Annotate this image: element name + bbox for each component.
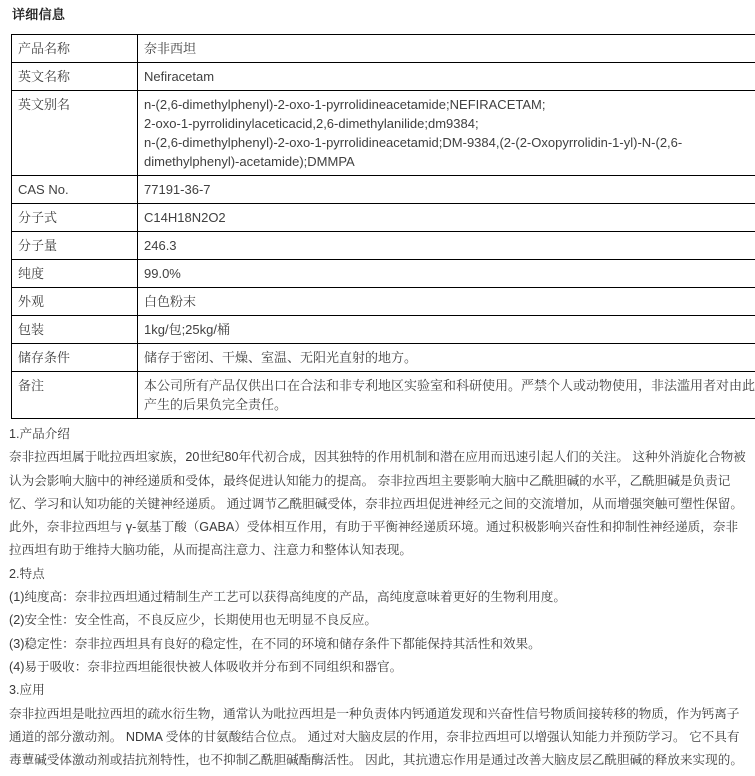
row-value-english-alias (138, 91, 755, 176)
section-3-body: 奈非拉西坦是吡拉西坦的疏水衍生物，通常认为吡拉西坦是一种负责体内钙通道发现和兴奋性信号物质间接转移的物质，作为钙离子通道的部分激动剂。 NDMA 受体的甘氨酸结合位点。 通过对大脑皮层的作用，奈非拉西坦可以增强认知能力并预防学习。 它不具有毒蕈碱受体激动剂或拮抗剂特性，也不抑制乙酰胆碱酯酶活性。 因此，其抗遗忘作用是通过改善大脑皮层乙酰胆碱的释放来实现的。 (9, 703, 749, 773)
row-label-packaging: 包装 (12, 316, 138, 344)
feature-item-2: (2)安全性：安全性高，不良反应少，长期使用也无明显不良反应。 (9, 609, 749, 632)
row-value-product-name: 奈非西坦 (138, 35, 755, 63)
table-body (12, 35, 755, 419)
alias-line: n-(2,6-dimethylphenyl)-2-oxo-1-pyrrolidineacetamide;NEFIRACETAM; (144, 95, 755, 114)
table-row (12, 91, 755, 176)
row-label-storage: 储存条件 (12, 344, 138, 372)
table-row (12, 176, 755, 204)
alias-line: 2-oxo-1-pyrrolidinylaceticacid,2,6-dimethylanilide;dm9384; (144, 114, 755, 133)
row-label-molecular-weight: 分子量 (12, 232, 138, 260)
feature-item-4: (4)易于吸收：奈非拉西坦能很快被人体吸收并分布到不同组织和器官。 (9, 656, 749, 679)
table-row (12, 232, 755, 260)
table-row (12, 35, 755, 63)
row-label-appearance: 外观 (12, 288, 138, 316)
product-detail-page (0, 5, 755, 776)
row-value-appearance: 白色粉末 (138, 288, 755, 316)
row-value-remark: 本公司所有产品仅供出口在合法和非专利地区实验室和科研使用。严禁个人或动物使用，非法滥用者对由此产生的后果负完全责任。 (138, 372, 755, 419)
row-label-purity: 纯度 (12, 260, 138, 288)
row-value-english-name: Nefiracetam (138, 63, 755, 91)
table-row (12, 288, 755, 316)
row-value-storage: 储存于密闭、干燥、室温、无阳光直射的地方。 (138, 344, 755, 372)
row-label-english-name: 英文名称 (12, 63, 138, 91)
row-value-molecular-weight: 246.3 (138, 232, 755, 260)
row-label-cas-no: CAS No. (12, 176, 138, 204)
row-label-english-alias: 英文别名 (12, 91, 138, 176)
product-detail-table (11, 34, 755, 419)
row-value-cas-no: 77191-36-7 (138, 176, 755, 204)
row-label-remark: 备注 (12, 372, 138, 419)
row-value-molecular-formula: C14H18N2O2 (138, 204, 755, 232)
section-1-heading: 1.产品介绍 (9, 423, 749, 446)
alias-line: n-(2,6-dimethylphenyl)-2-oxo-1-pyrrolidineacetamid;DM-9384,(2-(2-Oxopyrrolidin-1-yl)-N-(2,6-dimethylphenyl)-acetamide);DMMPA (144, 133, 755, 171)
feature-item-3: (3)稳定性：奈非拉西坦具有良好的稳定性，在不同的环境和储存条件下都能保持其活性和效果。 (9, 633, 749, 656)
feature-item-1: (1)纯度高：奈非拉西坦通过精制生产工艺可以获得高纯度的产品，高纯度意味着更好的生物利用度。 (9, 586, 749, 609)
table-row (12, 204, 755, 232)
section-1-body: 奈非拉西坦属于吡拉西坦家族，20世纪80年代初合成，因其独特的作用机制和潜在应用而迅速引起人们的关注。 这种外消旋化合物被认为会影响大脑中的神经递质和受体，最终促进认知能力的提高。 奈非拉西坦主要影响大脑中乙酰胆碱的水平，乙酰胆碱是负责记忆、学习和认知功能的关键神经递质。 通过调节乙酰胆碱受体，奈非拉西坦促进神经元之间的交流增加，从而增强突触可塑性保留。 此外，奈非拉西坦与 γ-氨基丁酸（GABA）受体相互作用，有助于平衡神经递质环境。通过积极影响兴奋性和抑制性神经递质，奈非拉西坦有助于维持大脑功能，从而提高注意力、注意力和整体认知表现。 (9, 446, 749, 562)
table-row (12, 63, 755, 91)
row-value-packaging: 1kg/包;25kg/桶 (138, 316, 755, 344)
table-row (12, 316, 755, 344)
row-value-purity: 99.0% (138, 260, 755, 288)
product-description (9, 423, 749, 772)
section-3-heading: 3.应用 (9, 679, 749, 702)
row-label-product-name: 产品名称 (12, 35, 138, 63)
table-row (12, 344, 755, 372)
row-label-molecular-formula: 分子式 (12, 204, 138, 232)
page-title: 详细信息 (12, 5, 755, 25)
table-row (12, 372, 755, 419)
table-row (12, 260, 755, 288)
section-2-heading: 2.特点 (9, 563, 749, 586)
